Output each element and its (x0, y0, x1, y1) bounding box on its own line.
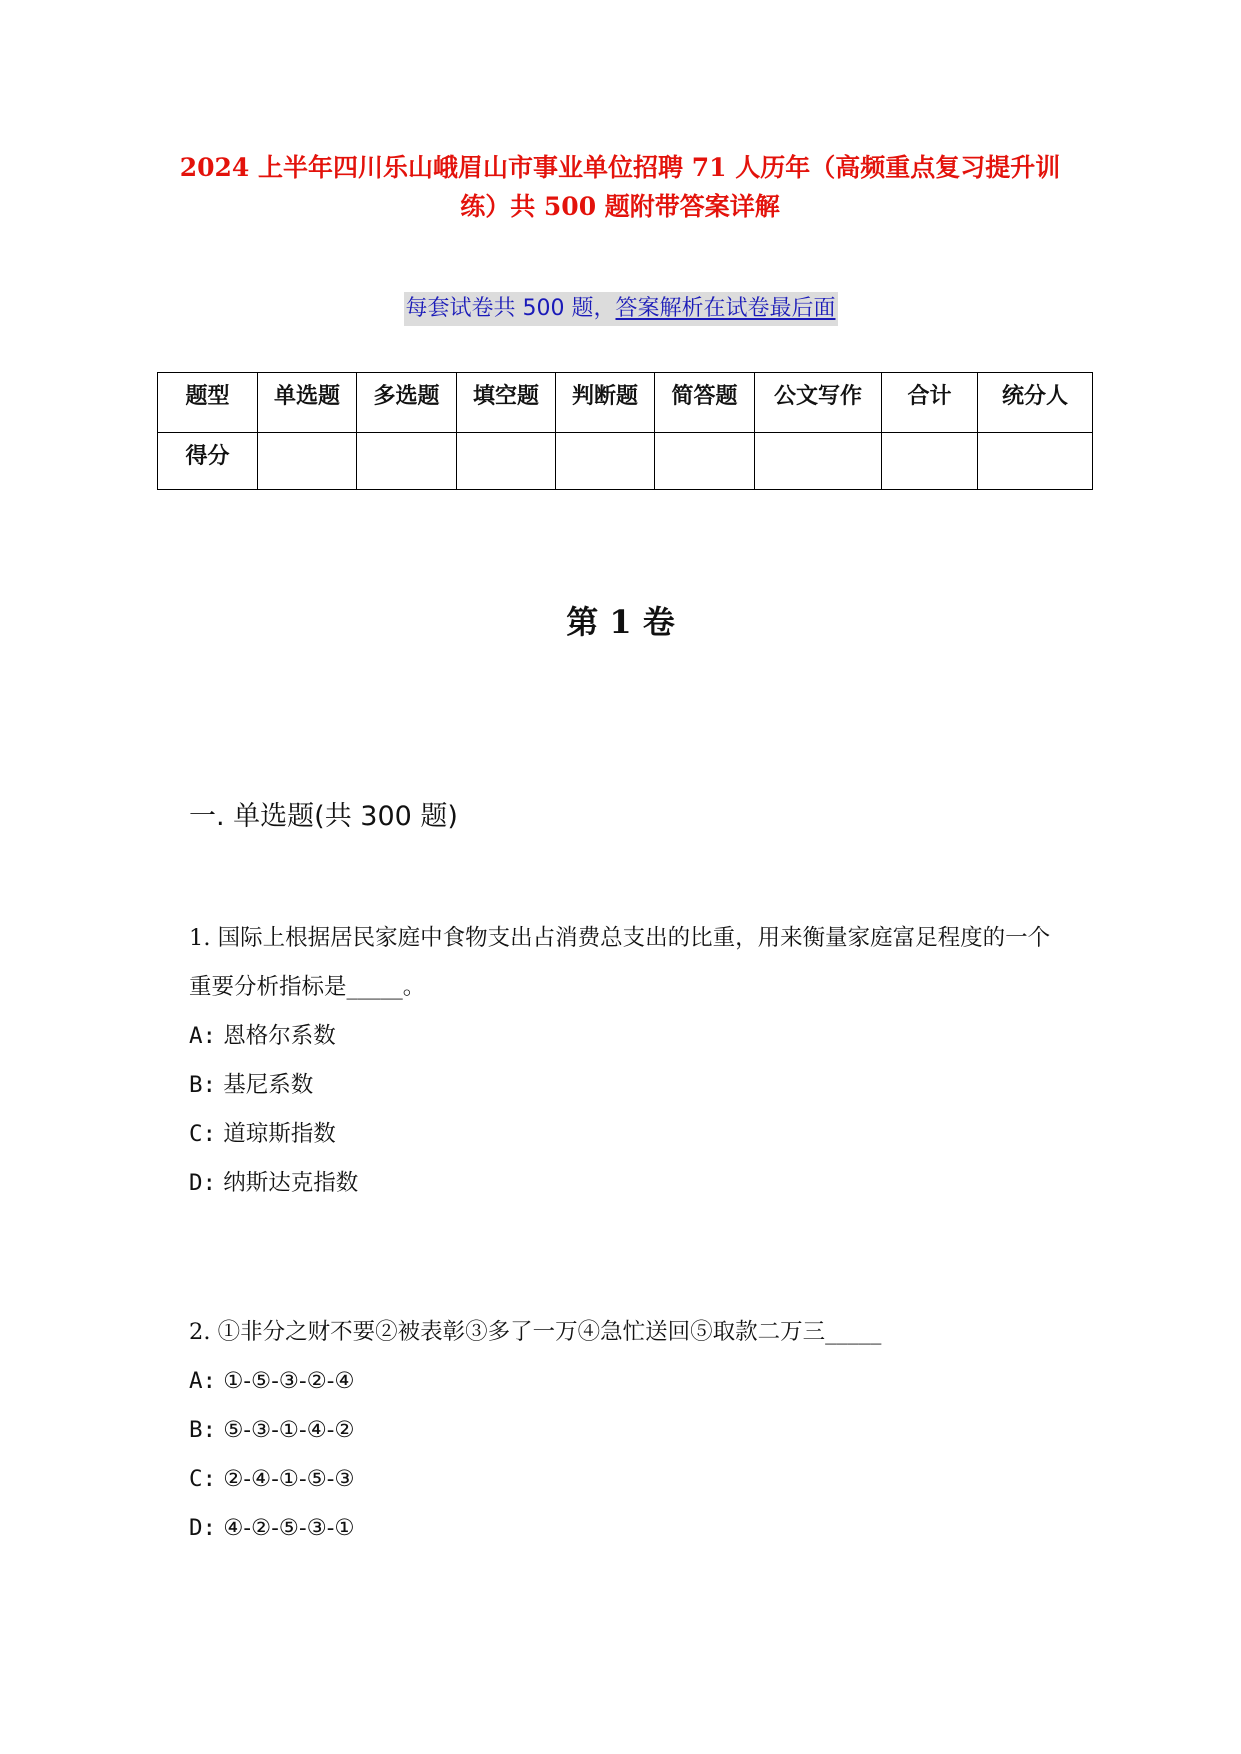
score-cell (978, 433, 1093, 490)
option-b (189, 1406, 1069, 1455)
question-stem: 1. 国际上根据居民家庭中食物支出占消费总支出的比重，用来衡量家庭富足程度的一个重要分析指标是_____。 (189, 925, 1051, 1000)
option-text: ②-④-①-⑤-③ (223, 1466, 355, 1492)
option-label: D: (189, 1170, 217, 1196)
option-d (189, 1504, 1069, 1553)
option-a (189, 1357, 1069, 1406)
option-label: C: (189, 1121, 217, 1147)
option-label: B: (189, 1072, 217, 1098)
score-cell (755, 433, 882, 490)
option-c (189, 1455, 1069, 1504)
option-label: D: (189, 1515, 217, 1541)
section-title: 一. 单选题(共 300 题) (189, 801, 458, 832)
score-cell (882, 433, 978, 490)
option-d (189, 1159, 1069, 1208)
notice-part1: 每套试卷共 500 题， (405, 296, 616, 321)
option-c (189, 1110, 1069, 1159)
notice-banner (0, 292, 1241, 326)
score-table-score-row (158, 433, 1093, 490)
option-text: 纳斯达克指数 (223, 1170, 359, 1196)
score-cell (556, 433, 655, 490)
header-cell: 合计 (882, 373, 978, 433)
option-label: A: (189, 1023, 217, 1049)
volume-title: 第 1 卷 (566, 603, 675, 641)
option-text: 基尼系数 (223, 1072, 314, 1098)
notice-text (404, 292, 838, 326)
header-cell: 判断题 (556, 373, 655, 433)
question-1 (189, 914, 1069, 1208)
header-cell: 单选题 (258, 373, 357, 433)
notice-part2: 答案解析在试卷最后面 (615, 296, 836, 321)
option-label: B: (189, 1417, 217, 1443)
option-text: 道琼斯指数 (223, 1121, 336, 1147)
option-label: C: (189, 1466, 217, 1492)
document-title-line2: 练）共 500 题附带答案详解 (460, 192, 780, 221)
option-text: ⑤-③-①-④-② (223, 1417, 355, 1443)
score-table (157, 372, 1093, 490)
option-text: 恩格尔系数 (223, 1023, 336, 1049)
score-cell: 得分 (158, 433, 258, 490)
score-cell (457, 433, 556, 490)
header-cell: 公文写作 (755, 373, 882, 433)
score-cell (258, 433, 357, 490)
option-b (189, 1061, 1069, 1110)
score-table-header-row (158, 373, 1093, 433)
question-2 (189, 1308, 1069, 1553)
header-cell: 题型 (158, 373, 258, 433)
question-stem: 2. ①非分之财不要②被表彰③多了一万④急忙送回⑤取款二万三_____ (189, 1319, 882, 1345)
option-text: ④-②-⑤-③-① (223, 1515, 355, 1541)
option-label: A: (189, 1368, 217, 1394)
header-cell: 填空题 (457, 373, 556, 433)
document-title-line1: 2024 上半年四川乐山峨眉山市事业单位招聘 71 人历年（高频重点复习提升训 (179, 153, 1061, 182)
header-cell: 简答题 (655, 373, 755, 433)
option-text: ①-⑤-③-②-④ (223, 1368, 355, 1394)
score-cell (357, 433, 457, 490)
header-cell: 统分人 (978, 373, 1093, 433)
header-cell: 多选题 (357, 373, 457, 433)
option-a (189, 1012, 1069, 1061)
score-cell (655, 433, 755, 490)
document-title (150, 148, 1090, 226)
